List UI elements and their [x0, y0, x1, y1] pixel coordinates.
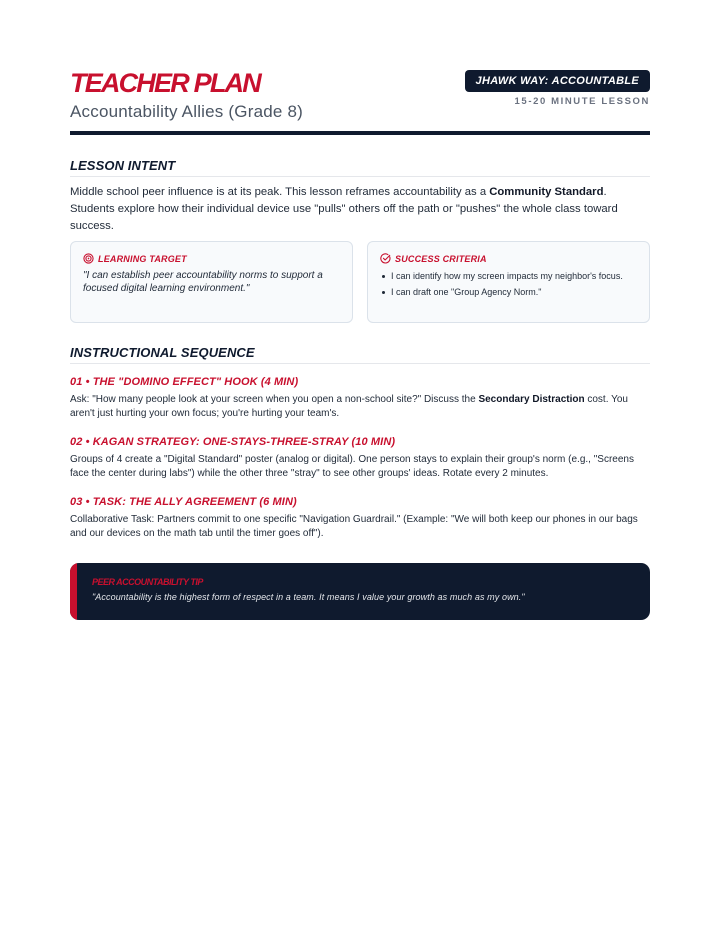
tip-accent-bar	[70, 563, 77, 620]
intent-bold-term: Community Standard	[489, 186, 604, 198]
step-2-title: 02 • KAGAN STRATEGY: ONE-STAYS-THREE-STRAY (10 MIN)	[70, 436, 396, 448]
target-criteria-cards	[70, 241, 650, 323]
peer-accountability-tip	[70, 563, 650, 620]
learning-target-quote: "I can establish peer accountability norms to support a focused digital learning environment."	[83, 270, 323, 294]
intent-text-after: . Students explore how their individual device use "pulls" others off the path or "pushes" the whole class toward success.	[70, 186, 618, 232]
lesson-duration: 15-20 MINUTE LESSON	[514, 96, 650, 107]
page-title: TEACHER PLAN	[70, 68, 260, 98]
lesson-intent-section	[70, 158, 650, 235]
lesson-subtitle: Accountability Allies (Grade 8)	[70, 102, 303, 121]
instructional-sequence-heading: INSTRUCTIONAL SEQUENCE	[70, 345, 650, 364]
step-1-title: 01 • THE "DOMINO EFFECT" HOOK (4 MIN)	[70, 376, 299, 388]
tip-heading: PEER ACCOUNTABILITY TIP	[92, 577, 203, 587]
success-criteria-heading	[380, 253, 637, 264]
sequence-step-3	[70, 496, 650, 541]
lesson-intent-heading: LESSON INTENT	[70, 158, 650, 177]
success-criteria-label: SUCCESS CRITERIA	[395, 253, 487, 264]
sequence-step-2	[70, 436, 650, 481]
success-criteria-card	[367, 241, 650, 323]
step-1-text-before: Ask: "How many people look at your screen when you open a non-school site?" Discuss the	[70, 394, 479, 405]
lesson-intent-text	[70, 184, 650, 235]
step-3-title: 03 • TASK: THE ALLY AGREEMENT (6 MIN)	[70, 496, 297, 508]
learning-target-card	[70, 241, 353, 323]
step-2-text: Groups of 4 create a "Digital Standard" poster (analog or digital). One person stays to explain their group's norm (e.g., "Screens face the center during labs") while the other three "stray" to see other groups' ideas. Rotate every 2 minutes.	[70, 454, 634, 479]
sequence-step-1	[70, 376, 650, 421]
check-circle-icon	[380, 253, 391, 264]
learning-target-heading	[83, 253, 340, 264]
intent-text-before: Middle school peer influence is at its peak. This lesson reframes accountability as a	[70, 186, 490, 198]
teacher-plan-page	[70, 0, 650, 602]
step-3-text: Collaborative Task: Partners commit to one specific "Navigation Guardrail." (Example: "We will both keep our phones in our bags and our devices on the math tab until the timer goes off").	[70, 514, 638, 539]
header-divider	[70, 131, 650, 135]
list-item: I can identify how my screen impacts my neighbor's focus.	[380, 270, 637, 283]
instructional-sequence-section	[70, 345, 650, 541]
step-1-text-after: cost. You aren't just hurting your own focus; you're hurting your team's.	[70, 394, 628, 419]
success-criteria-list	[380, 270, 637, 298]
list-item: I can draft one "Group Agency Norm."	[380, 286, 637, 299]
tip-quote: "Accountability is the highest form of respect in a team. It means I value your growth as much as my own."	[92, 592, 525, 602]
jhawk-way-badge: JHAWK WAY: ACCOUNTABLE	[465, 70, 650, 92]
step-1-text	[70, 393, 650, 421]
header	[70, 0, 650, 136]
target-icon	[83, 253, 94, 264]
learning-target-label: LEARNING TARGET	[98, 253, 187, 264]
step-1-bold-term: Secondary Distraction	[478, 394, 585, 405]
